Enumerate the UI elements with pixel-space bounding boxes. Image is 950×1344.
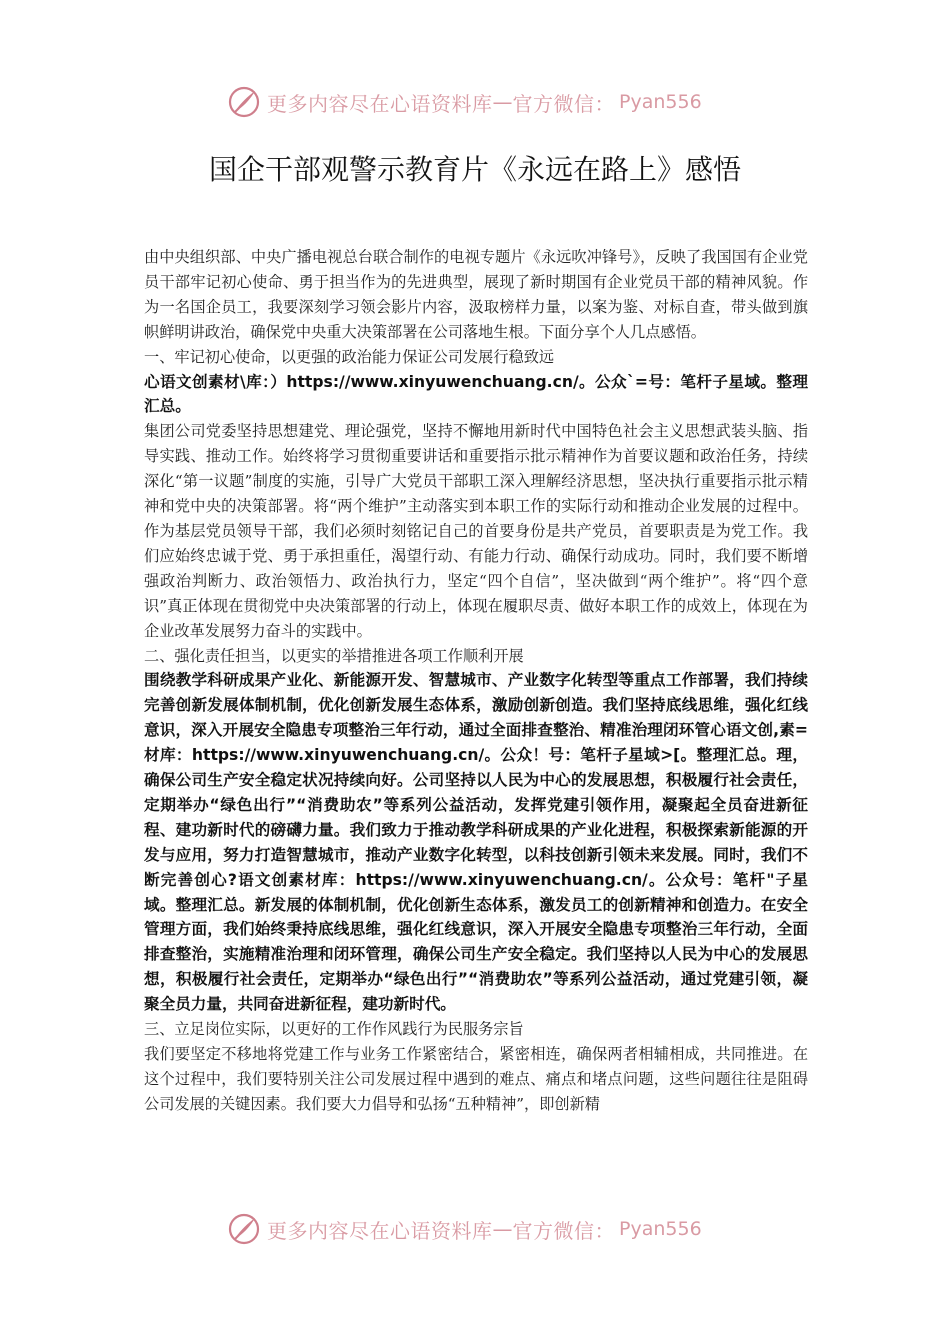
watermark-text: 更多内容尽在心语资料库 [267,1218,493,1243]
watermark-wechat-label: 官方微信： [512,91,615,116]
document-title: 国企干部观警示教育片《永远在路上》感悟 [208,153,741,186]
section-1-paragraph: 集团公司党委坚持思想建党、理论强党，坚持不懈地用新时代中国特色社会主义思想武装头脑、指导实践、推动工作。始终将学习贯彻重要讲话和重要指示批示精神作为首要议题和政治任务，持续深化“第一议题”制度的实施，引导广大党员干部职工深入理解经济思想，坚决执行重要指示批示精神和党中央的决策部署。将“两个维护”主动落实到本职工作的实际行动和推动企业发展的过程中。作为基层党员领导干部，我们必须时刻铭记自己的首要身份是共产党员，首要职责是为党工作。我们应始终忠诚于党、勇于承担重任，渴望行动、有能力行动、确保行动成功。同时，我们要不断增强政治判断力、政治领悟力、政治执行力，坚定“四个自信”，坚决做到“两个维护”。将“四个意识”真正体现在贯彻党中央决策部署的行动上，体现在履职尽责、做好本职工作的成效上，体现在为企业改革发展努力奋斗的实践中。 [144,422,808,640]
watermark-wechat-label: 官方微信： [512,1218,615,1243]
document-body [144,245,808,1117]
watermark-wechat-id: Pyan556 [619,1218,702,1240]
quill-logo-icon [227,1212,261,1246]
intro-paragraph: 由中央组织部、中央广播电视总台联合制作的电视专题片《永远吹冲锋号》，反映了我国国有企业党员干部牢记初心使命、勇于担当作为的先进典型，展现了新时期国有企业党员干部的精神风貌。作为一名国企员工，我要深刻学习领会影片内容，汲取榜样力量，以案为鉴、对标自查，带头做到旗帜鲜明讲政治，确保党中央重大决策部署在公司落地生根。下面分享个人几点感悟。 [144,248,808,341]
header-watermark-banner [227,82,727,122]
section-heading-2: 二、强化责任担当，以更实的举措推进各项工作顺利开展 [144,646,524,665]
source-note-paragraph: 心语文创素材\库：）https://www.xinyuwenchuang.cn/。公众`=号：笔杆子星域。整理汇总。 [144,372,808,416]
quill-logo-icon [227,85,261,119]
watermark-separator: — [492,90,513,114]
section-3-paragraph: 我们要坚定不移地将党建工作与业务工作紧密结合，紧密相连，确保两者相辅相成，共同推进。在这个过程中，我们要特别关注公司发展过程中遇到的难点、痛点和堵点问题，这些问题往往是阻碍公司发展的关键因素。我们要大力倡导和弘扬“五种精神”，即创新精 [144,1045,808,1113]
section-2-paragraph: 围绕教学科研成果产业化、新能源开发、智慧城市、产业数字化转型等重点工作部署，我们持续完善创新发展体制机制，优化创新发展生态体系，激励创新创造。我们坚持底线思维，强化红线意识，深入开展安全隐患专项整治三年行动，通过全面排查整治、精准治理闭环管心语文创,素=材库：https://www.xinyuwenchuang.cn/。公众！号：笔杆子星域>[。整理汇总。理，确保公司生产安全稳定状况持续向好。公司坚持以人民为中心的发展思想，积极履行社会责任，定期举办“绿色出行”“消费助农”等系列公益活动，发挥党建引领作用，凝聚起全员奋进新征程、建功新时代的磅礴力量。我们致力于推动教学科研成果的产业化进程，积极探索新能源的开发与应用，努力打造智慧城市，推动产业数字化转型，以科技创新引领未来发展。同时，我们不断完善创心?语文创素材库：https://www.xinyuwenchuang.cn/。公众号：笔杆"子星域。整理汇总。新发展的体制机制，优化创新生态体系，激发员工的创新精神和创造力。在安全管理方面，我们始终秉持底线思维，强化红线意识，深入开展安全隐患专项整治三年行动，全面排查整治，实施精准治理和闭环管理，确保公司生产安全稳定。我们坚持以人民为中心的发展思想，积极履行社会责任，定期举办“绿色出行”“消费助农”等系列公益活动，通过党建引领，凝聚全员力量，共同奋进新征程，建功新时代。 [144,671,808,1014]
watermark-wechat-id: Pyan556 [619,91,702,113]
watermark-text: 更多内容尽在心语资料库 [267,91,493,116]
section-heading-3: 三、立足岗位实际，以更好的工作作风践行为民服务宗旨 [144,1020,524,1039]
section-heading-1: 一、牢记初心使命，以更强的政治能力保证公司发展行稳致远 [144,347,555,366]
watermark-separator: — [492,1217,513,1241]
footer-watermark-banner [227,1209,727,1249]
